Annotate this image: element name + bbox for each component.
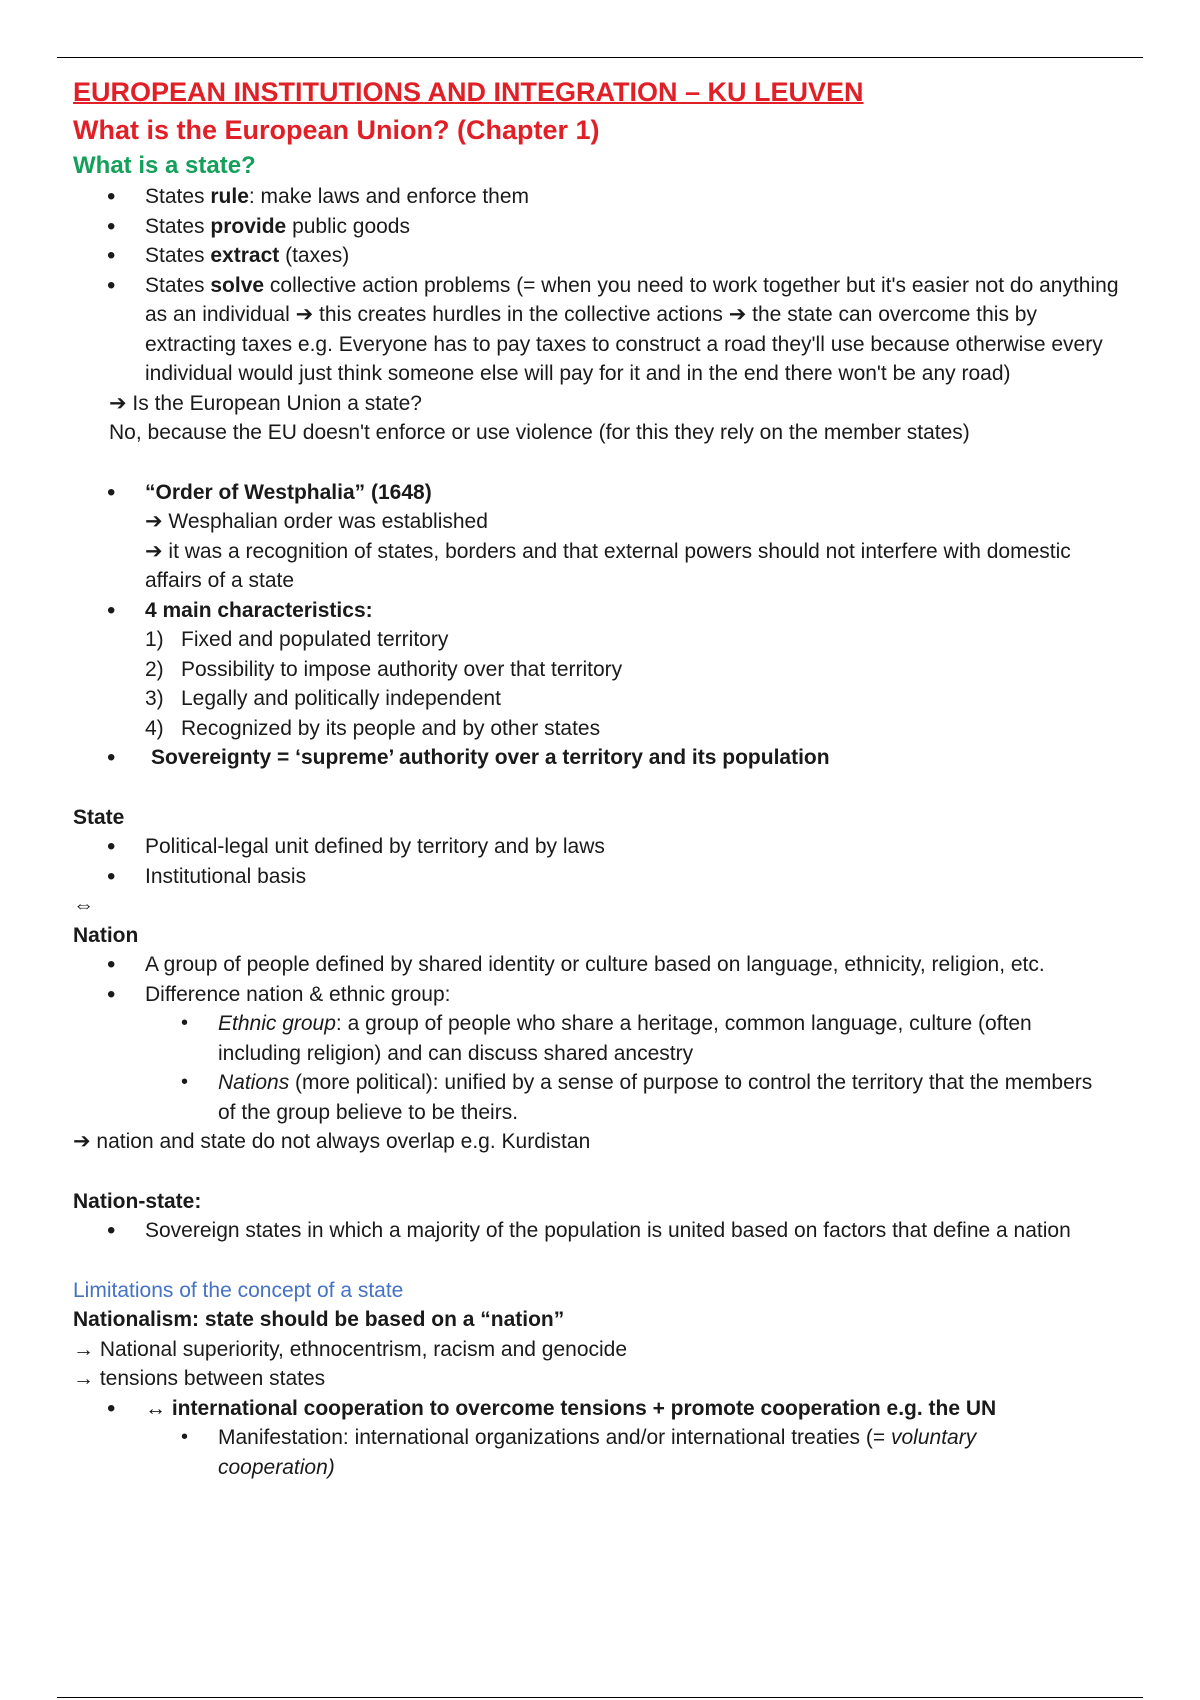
nation-state-list (73, 1216, 1133, 1246)
state-functions-list (73, 182, 1133, 389)
cooperation-list (73, 1394, 1133, 1424)
characteristics-list (73, 625, 1133, 743)
list-item: • Institutional basis (73, 862, 1133, 892)
list-item (73, 478, 1133, 596)
list-item: • ↔ international cooperation to overcome tensions + promote cooperation e.g. the UN (73, 1394, 1133, 1424)
limitations-heading: Limitations of the concept of a state (73, 1278, 404, 1302)
chapter-heading: What is the European Union? (Chapter 1) (73, 115, 600, 145)
nationalism-line-2: → tensions between states (73, 1367, 326, 1390)
characteristics-title: 4 main characteristics: (145, 598, 373, 622)
eu-question: ➔ Is the European Union a state? (109, 391, 422, 415)
list-item: • States extract (taxes) (73, 241, 1133, 271)
top-rule (57, 57, 1143, 58)
list-item: • Political-legal unit defined by territory and by laws (73, 832, 1133, 862)
list-item: • States rule: make laws and enforce them (73, 182, 1133, 212)
sovereignty-definition: Sovereignty = ‘supreme’ authority over a territory and its population (151, 746, 830, 769)
list-item (73, 596, 1133, 626)
document-page (73, 74, 1133, 1482)
state-heading: State (73, 805, 125, 829)
list-item: • A group of people defined by shared identity or culture based on language, ethnicity, religion, etc. (73, 950, 1133, 980)
list-item: 1) Fixed and populated territory (145, 628, 449, 651)
equivalence-icon: ⇔ (73, 894, 94, 917)
nation-state-heading: Nation-state: (73, 1189, 202, 1213)
section-heading: What is a state? (73, 152, 256, 179)
state-list (73, 832, 1133, 891)
eu-answer: No, because the EU doesn't enforce or use violence (for this they rely on the member states) (109, 421, 970, 444)
list-item (73, 743, 1133, 773)
list-item: • Manifestation: international organizations and/or international treaties (= voluntary cooperation) (73, 1423, 1133, 1482)
nationalism-heading: Nationalism: state should be based on a “nation” (73, 1308, 565, 1331)
list-item: • States solve collective action problems (= when you need to work together but it's easier not do anything as an individual ➔ this creates hurdles in the collective actions ➔ the state can overcome this by extracting taxes e.g. Everyone has to pay taxes to construct a road they'll use because otherwise every individual would just think someone else will pay for it and in the end there won't be any road) (73, 271, 1133, 389)
nationalism-line-1: → National superiority, ethnocentrism, racism and genocide (73, 1337, 628, 1361)
westphalia-line-1: ➔ Wesphalian order was established (145, 510, 488, 533)
bottom-rule (57, 1697, 1143, 1698)
cooperation-sublist (73, 1423, 1133, 1482)
nation-list (73, 950, 1133, 1009)
list-item: 4) Recognized by its people and by other states (145, 716, 601, 740)
westphalia-title: “Order of Westphalia” (1648) (145, 480, 432, 504)
list-item: • Ethnic group: a group of people who share a heritage, common language, culture (often including religion) and can discuss shared ancestry (73, 1009, 1133, 1068)
list-item: • Difference nation & ethnic group: (73, 980, 1133, 1010)
westphalia-line-2: ➔ it was a recognition of states, borders and that external powers should not interfere with domestic affairs of a state (145, 539, 1071, 592)
westphalia-list (73, 478, 1133, 626)
document-title: EUROPEAN INSTITUTIONS AND INTEGRATION – KU LEUVEN (73, 77, 864, 107)
sovereignty-list (73, 743, 1133, 773)
list-item: 3) Legally and politically independent (145, 687, 501, 710)
list-item: • Sovereign states in which a majority of the population is united based on factors that define a nation (73, 1216, 1133, 1246)
list-item: 2) Possibility to impose authority over that territory (145, 657, 623, 681)
list-item: • States provide public goods (73, 212, 1133, 242)
nation-sublist (73, 1009, 1133, 1127)
nation-conclusion: ➔ nation and state do not always overlap e.g. Kurdistan (73, 1130, 591, 1153)
nation-heading: Nation (73, 923, 139, 947)
list-item: • Nations (more political): unified by a sense of purpose to control the territory that the members of the group believe to be theirs. (73, 1068, 1133, 1127)
